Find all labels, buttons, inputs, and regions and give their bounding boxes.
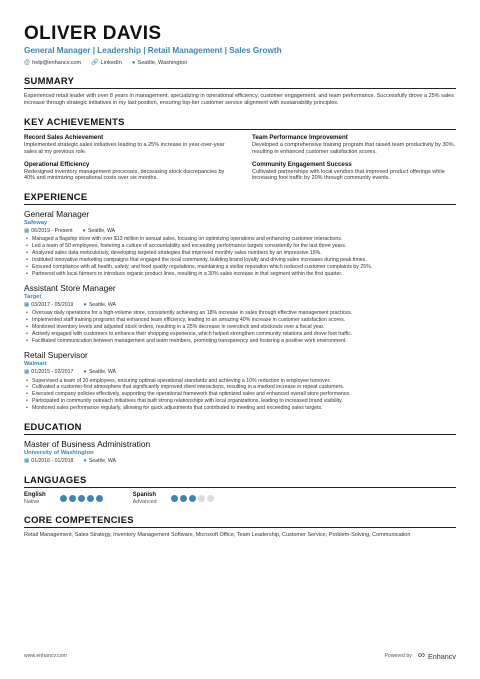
job-dates-group [24,228,73,235]
language-level: Native [24,498,40,505]
job-location-group [83,302,116,309]
achievement-text: Redesigned inventory management processes, decreasing stock discrepancies by 40% and minimizing operational costs over six months. [24,168,225,182]
linkedin-contact[interactable] [91,60,122,66]
job-role: General Manager [24,208,90,219]
brand[interactable] [418,651,456,661]
language-rating [171,495,214,502]
achievement-item [252,161,456,182]
calendar-icon: ▦ [24,368,30,375]
job-entry [24,209,456,278]
job-bullet: • Actively engaged with customers to enhance their shopping experience, which helped strengthen community relations and drove foot traffic. [32,331,456,338]
rating-dot [198,495,205,502]
powered-label: Powered by [384,653,412,659]
link-icon: 🔗 [91,60,99,66]
job-company: Safeway [24,219,48,226]
summary-section [24,75,456,107]
rating-dot [69,495,76,502]
job-bullets [24,310,456,345]
job-bullets [24,236,456,277]
language-name: Spanish [132,491,157,498]
at-icon: @ [24,60,31,66]
education-heading: EDUCATION [24,421,456,435]
language-item [133,492,214,505]
competencies-section [24,514,456,539]
degree: Master of Business Administration [24,439,151,450]
location-text: Seattle, Washington [137,60,188,66]
achievements-section [24,116,456,181]
job-location-group [83,369,116,376]
achievement-item [252,134,456,155]
job-bullet: • Supervised a team of 20 employees, ensuring optimal operational standards and achieving a 10% reduction in employee turnover. [32,378,456,385]
location-pin-icon: ● [83,301,87,308]
education-location: Seattle, WA [88,458,117,465]
rating-dot [180,495,187,502]
job-location: Seattle, WA [88,301,117,308]
languages-section [24,474,456,505]
rating-dot [171,495,178,502]
job-bullet: • Ensured compliance with all health, safety, and food quality regulations, maintaining a stellar reputation which reduced customer complaints by 25%. [32,264,456,271]
summary-text: Experienced retail leader with over 8 years in management, specializing in operational efficiency, customer engagement, and team performance. Successfully drove a 25% sales increase through strategic initiatives in my last position, ensuring top-tier customer service alignment with sustainability principles. [24,93,454,107]
competencies-heading: CORE COMPETENCIES [24,514,456,528]
job-meta [24,369,456,376]
job-entry [24,350,456,412]
footer-url[interactable]: www.enhancv.com [24,653,67,659]
language-level: Advanced [132,498,157,505]
job-location: Seattle, WA [88,368,117,375]
achievements-grid [24,134,456,181]
job-company: Target [24,293,42,300]
job-bullet: • Participated in community outreach initiatives that built strong relationships with local organizations, leading to increased brand visibility. [32,398,456,405]
job-meta [24,228,456,235]
languages-heading: LANGUAGES [24,474,456,488]
summary-heading: SUMMARY [24,75,456,89]
job-role: Assistant Store Manager [24,282,116,293]
education-section [24,421,456,465]
competencies-text: Retail Management, Sales Strategy, Inventory Management Software, Microsoft Office, Team Leadership, Customer Service, Problem-Solving, Communication [24,531,411,538]
school: University of Washington [24,450,94,457]
achievement-text: Implemented strategic sales initiatives leading to a 25% increase in year-over-year sales at my previous role. [24,142,225,155]
rating-dot [87,495,94,502]
job-bullet: • Partnered with local farmers to introduce organic product lines, resulting in a 30% sales increase in that segment within the first quarter. [32,271,456,278]
job-bullet: • Oversaw daily operations for a high-volume store, consistently achieving an 18% increase in sales through effective management practices. [32,310,456,317]
job-company: Walmart [24,360,47,367]
job-bullet: • Led a team of 50 employees, fostering a culture of accountability and exceeding performance targets consistently for the last three years. [32,243,456,250]
education-location-group [83,458,116,465]
achievement-title: Operational Efficiency [24,160,90,168]
language-name: English [24,491,46,498]
linkedin-text: LinkedIn [100,60,122,66]
rating-dot [189,495,196,502]
job-bullet: • Cultivated a customer-first atmosphere that significantly improved client interactions, resulting in a marked increase in repeat customers. [32,384,456,391]
languages-row [24,492,456,505]
job-bullet: • Implemented staff training programs that enhanced team efficiency, leading to an amazing 40% increase in customer satisfaction scores. [32,317,456,324]
job-bullet: • Instituted innovative marketing campaigns that engaged the local community, building brand loyalty and driving sales increases during peak times. [32,257,456,264]
calendar-icon: ▦ [24,227,30,234]
achievement-item [24,161,228,182]
job-dates: 03/2017 - 05/2019 [31,301,74,308]
language-item [24,492,103,505]
job-meta [24,302,456,309]
rating-dot [207,495,214,502]
job-location: Seattle, WA [87,227,116,234]
job-bullets [24,378,456,413]
job-dates: 01/2015 - 02/2017 [31,368,74,375]
experience-heading: EXPERIENCE [24,191,456,205]
education-dates-group [24,458,73,465]
brand-name: Enhancv [428,651,456,661]
achievement-item [24,134,228,155]
job-bullet: • Executed company policies effectively, supporting the operational framework that optimized sales and enhanced overall store performance. [32,391,456,398]
rating-dot [96,495,103,502]
location-pin-icon: ● [131,60,136,66]
rating-dot [78,495,85,502]
achievement-text: Developed a comprehensive training program that raised team productivity by 30%, resulting in enhanced customer satisfaction scores. [252,142,455,155]
calendar-icon: ▦ [24,301,30,308]
education-dates: 01/2016 - 01/2018 [31,458,74,465]
enhancv-logo-icon: ∞ [417,650,426,661]
achievement-title: Community Engagement Success [252,160,352,168]
achievement-text: Cultivated partnerships with local vendors that improved product offerings while increasing foot traffic by 20% through community events. [252,168,445,182]
experience-section [24,191,456,412]
powered-by [384,651,456,661]
job-bullet: • Analyzed sales data meticulously, developing targeted strategies that improved monthly sales numbers by an impressive 15%. [32,250,456,257]
job-bullet: • Monitored inventory levels and adjusted stock orders, resulting in a 25% decrease in overstock and stockouts over a fiscal year. [32,324,456,331]
email-text: help@enhancv.com [32,60,82,66]
footer [24,651,456,661]
calendar-icon: ▦ [24,458,30,465]
job-bullet: • Facilitated communication between management and team members, promoting transparency and fostering a positive work environment. [32,338,456,345]
location-pin-icon: ● [83,458,87,465]
achievement-title: Team Performance Improvement [252,134,348,142]
achievements-heading: KEY ACHIEVEMENTS [24,116,456,130]
location-contact [132,60,187,66]
job-dates: 06/2019 - Present [31,227,73,234]
achievement-title: Record Sales Achievement [24,134,104,142]
education-meta [24,458,456,465]
candidate-name: OLIVER DAVIS [24,23,162,44]
contact-bar [24,60,456,66]
email-contact[interactable] [24,60,81,66]
rating-dot [60,495,67,502]
language-rating [60,495,103,502]
job-location-group [83,228,116,235]
location-pin-icon: ● [83,368,87,375]
job-bullet: • Monitored sales performance regularly, allowing for quick adjustments that contributed to meeting and exceeding sales targets. [32,405,456,412]
location-pin-icon: ● [82,227,86,234]
headline: General Manager | Leadership | Retail Management | Sales Growth [24,46,282,55]
job-bullet: • Managed a flagship store with over $13 million in annual sales, focusing on optimizing operations and enhancing customer interactions. [32,236,456,243]
job-dates-group [24,369,73,376]
job-dates-group [24,302,73,309]
job-entry [24,283,456,345]
job-role: Retail Supervisor [24,349,88,360]
